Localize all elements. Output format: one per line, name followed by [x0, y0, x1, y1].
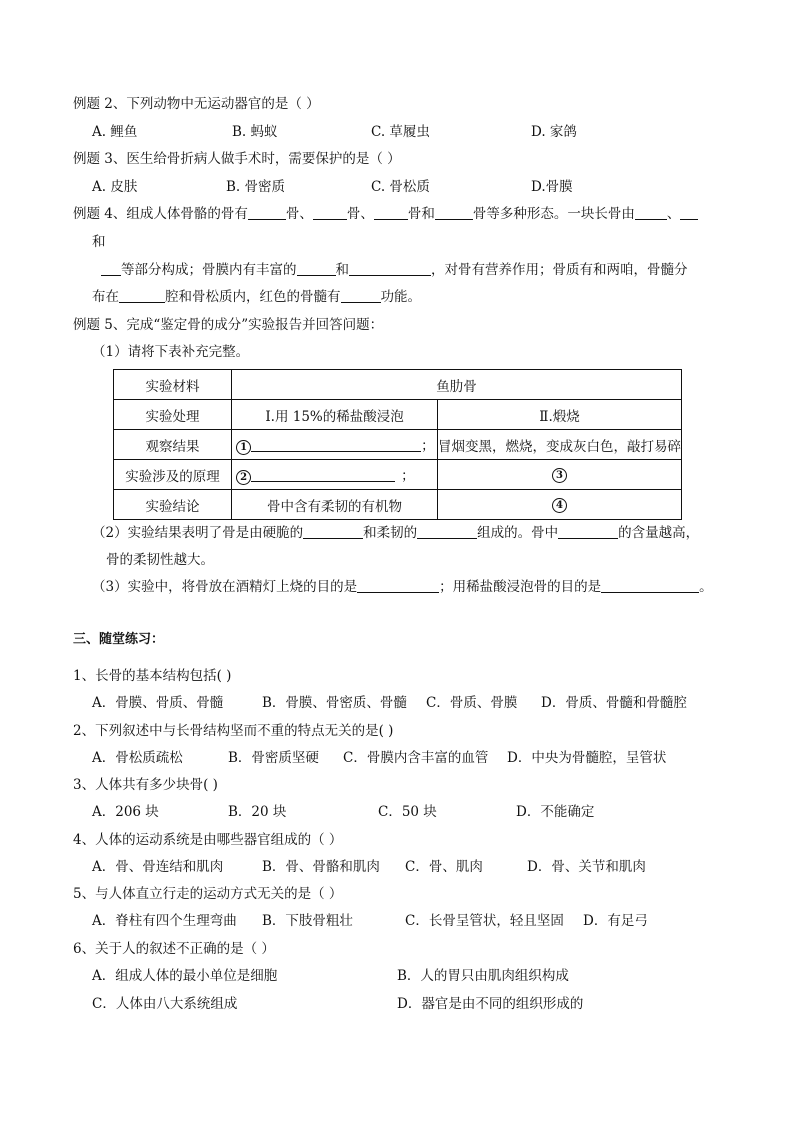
- practice-4-option-b: B．骨、骨骼和肌肉: [262, 859, 380, 875]
- practice-2-option-a: A．骨松质疏松: [92, 750, 183, 766]
- practice-5-option-c: C．长骨呈管状，轻且坚固: [405, 913, 564, 929]
- example-4-text: 等部分构成；骨膜内有丰富的: [121, 262, 297, 278]
- example-3-option-a: A. 皮肤: [92, 179, 138, 195]
- practice-5-option-b: B．下肢骨粗壮: [262, 913, 353, 929]
- practice-5-option-a: A．脊柱有四个生理弯曲: [92, 913, 237, 929]
- example-2-option-a: A. 鲤鱼: [92, 124, 138, 140]
- example-4-text: 骨等多种形态。一块长骨由: [472, 206, 635, 222]
- example-3-option-b: B. 骨密质: [226, 179, 286, 195]
- experiment-table: [113, 369, 682, 520]
- table-row: [114, 460, 682, 490]
- table-row: [114, 400, 682, 430]
- example-3-option-c: C. 骨松质: [371, 179, 430, 195]
- blank[interactable]: [374, 205, 408, 220]
- example-4-text: 和: [335, 262, 349, 278]
- table-cell: 骨中含有柔韧的有机物: [232, 490, 438, 520]
- blank[interactable]: [435, 205, 473, 220]
- q2-text: 和柔韧的: [363, 525, 418, 541]
- table-cell: 鱼肋骨: [232, 370, 682, 400]
- blank[interactable]: [341, 288, 381, 303]
- blank[interactable]: [417, 524, 477, 539]
- practice-3-stem: 3、人体共有多少块骨( ): [73, 777, 218, 793]
- table-cell: 实验材料: [114, 370, 232, 400]
- example-4-text: 骨、: [346, 206, 374, 222]
- example-4-line-1: [73, 205, 698, 223]
- example-4-text: 功能。: [380, 289, 421, 305]
- practice-4-option-a: A．骨、骨连结和肌肉: [92, 859, 224, 875]
- table-cell: Ⅰ.用 15%的稀盐酸浸泡: [232, 400, 438, 430]
- circled-number: 1: [236, 440, 251, 455]
- example-4-text: 布在: [92, 289, 119, 305]
- table-row: [114, 430, 682, 460]
- practice-3-option-c: C．50 块: [378, 804, 437, 820]
- example-4-line-3: [101, 261, 688, 279]
- example-5-question-2-cont: 骨的柔韧性越大。: [106, 552, 214, 568]
- example-4-text: 骨、: [285, 206, 313, 222]
- q2-text: （2）实验结果表明了骨是由硬脆的: [92, 525, 304, 541]
- table-cell: [438, 490, 682, 520]
- table-cell: 实验涉及的原理: [114, 460, 232, 490]
- practice-5-option-d: D．有足弓: [583, 913, 648, 929]
- blank[interactable]: [101, 261, 121, 276]
- example-4-text: 腔和骨松质内，红色的骨髓有: [165, 289, 341, 305]
- section-3-title: 三、随堂练习：: [73, 632, 165, 647]
- blank[interactable]: [601, 578, 699, 593]
- example-5-question-3: [92, 578, 713, 596]
- practice-1-stem: 1、长骨的基本结构包括( ): [73, 668, 232, 684]
- q2-text: 的含量越高，: [618, 525, 700, 541]
- example-4-line-4: [92, 288, 421, 306]
- practice-1-option-d: D．骨质、骨髓和骨髓腔: [541, 695, 687, 711]
- table-row: [114, 370, 682, 400]
- example-2-option-b: B. 蚂蚁: [232, 124, 278, 140]
- table-row: [114, 490, 682, 520]
- blank[interactable]: [251, 437, 421, 452]
- q3-text: 。: [699, 579, 713, 595]
- practice-2-option-c: C．骨膜内含丰富的血管: [343, 750, 489, 766]
- example-5-question-2: [92, 524, 699, 542]
- q3-text: ；用稀盐酸浸泡骨的目的是: [439, 579, 602, 595]
- practice-3-option-d: D．不能确定: [516, 804, 595, 820]
- practice-3-option-b: B．20 块: [228, 804, 287, 820]
- practice-3-option-a: A．206 块: [92, 804, 159, 820]
- example-5-stem: 例题 5、完成“鉴定骨的成分”实验报告并回答问题：: [73, 317, 384, 333]
- circled-number: 3: [552, 468, 567, 483]
- punct: ；: [401, 468, 415, 484]
- example-4-text: 骨和: [407, 206, 435, 222]
- blank[interactable]: [635, 205, 667, 220]
- practice-6-option-a: A．组成人体的最小单位是细胞: [92, 968, 278, 984]
- table-cell: Ⅱ.煅烧: [438, 400, 682, 430]
- table-cell: 实验结论: [114, 490, 232, 520]
- blank[interactable]: [357, 578, 439, 593]
- practice-4-option-d: D．骨、关节和肌肉: [527, 859, 646, 875]
- practice-2-option-b: B．骨密质坚硬: [228, 750, 319, 766]
- circled-number: 2: [236, 470, 251, 485]
- blank[interactable]: [303, 524, 363, 539]
- blank[interactable]: [297, 261, 336, 276]
- table-cell: [438, 460, 682, 490]
- example-4-text: 、: [666, 206, 681, 222]
- example-4-text: 例题 4、组成人体骨骼的骨有: [73, 206, 248, 222]
- blank[interactable]: [680, 205, 698, 220]
- practice-1-option-c: C．骨质、骨膜: [426, 695, 518, 711]
- table-cell: [232, 430, 438, 460]
- q3-text: （3）实验中，将骨放在酒精灯上烧的目的是: [92, 579, 358, 595]
- punct: ；: [421, 438, 435, 454]
- practice-1-option-a: A．骨膜、骨质、骨髓: [92, 695, 224, 711]
- practice-6-option-b: B．人的胃只由肌肉组织构成: [397, 968, 569, 984]
- table-cell: 冒烟变黑，燃烧，变成灰白色，敲打易碎: [438, 430, 682, 460]
- practice-2-option-d: D．中央为骨髓腔，呈管状: [507, 750, 667, 766]
- blank[interactable]: [251, 467, 395, 482]
- practice-6-option-d: D．器官是由不同的组织形成的: [397, 996, 584, 1012]
- blank[interactable]: [119, 288, 165, 303]
- example-3-stem: 例题 3、医生给骨折病人做手术时，需要保护的是（ ）: [73, 151, 401, 167]
- blank[interactable]: [558, 524, 618, 539]
- q2-text: 组成的。骨中: [477, 525, 559, 541]
- blank[interactable]: [248, 205, 286, 220]
- example-4-text: ，对骨有营养作用；骨质有和两咱，骨髓分: [431, 262, 688, 278]
- practice-5-stem: 5、与人体直立行走的运动方式无关的是（ ）: [73, 886, 343, 902]
- practice-2-stem: 2、下列叙述中与长骨结构坚而不重的特点无关的是( ): [73, 723, 394, 739]
- table-cell: 观察结果: [114, 430, 232, 460]
- practice-6-stem: 6、关于人的叙述不正确的是（ ）: [73, 941, 275, 957]
- example-5-question-1: （1）请将下表补充完整。: [92, 344, 250, 360]
- practice-4-stem: 4、人体的运动系统是由哪些器官组成的（ ）: [73, 832, 343, 848]
- practice-6-option-c: C．人体由八大系统组成: [92, 996, 238, 1012]
- blank[interactable]: [349, 261, 431, 276]
- example-4-line-2: 和: [92, 234, 106, 250]
- table-cell: 实验处理: [114, 400, 232, 430]
- example-2-option-c: C. 草履虫: [371, 124, 430, 140]
- practice-4-option-c: C．骨、肌肉: [405, 859, 483, 875]
- blank[interactable]: [313, 205, 347, 220]
- circled-number: 4: [552, 498, 567, 513]
- example-3-option-d: D.骨膜: [531, 179, 573, 195]
- table-cell: [232, 460, 438, 490]
- practice-1-option-b: B．骨膜、骨密质、骨髓: [262, 695, 407, 711]
- example-2-stem: 例题 2、下列动物中无运动器官的是（ ）: [73, 96, 320, 112]
- example-2-option-d: D. 家鸽: [531, 124, 577, 140]
